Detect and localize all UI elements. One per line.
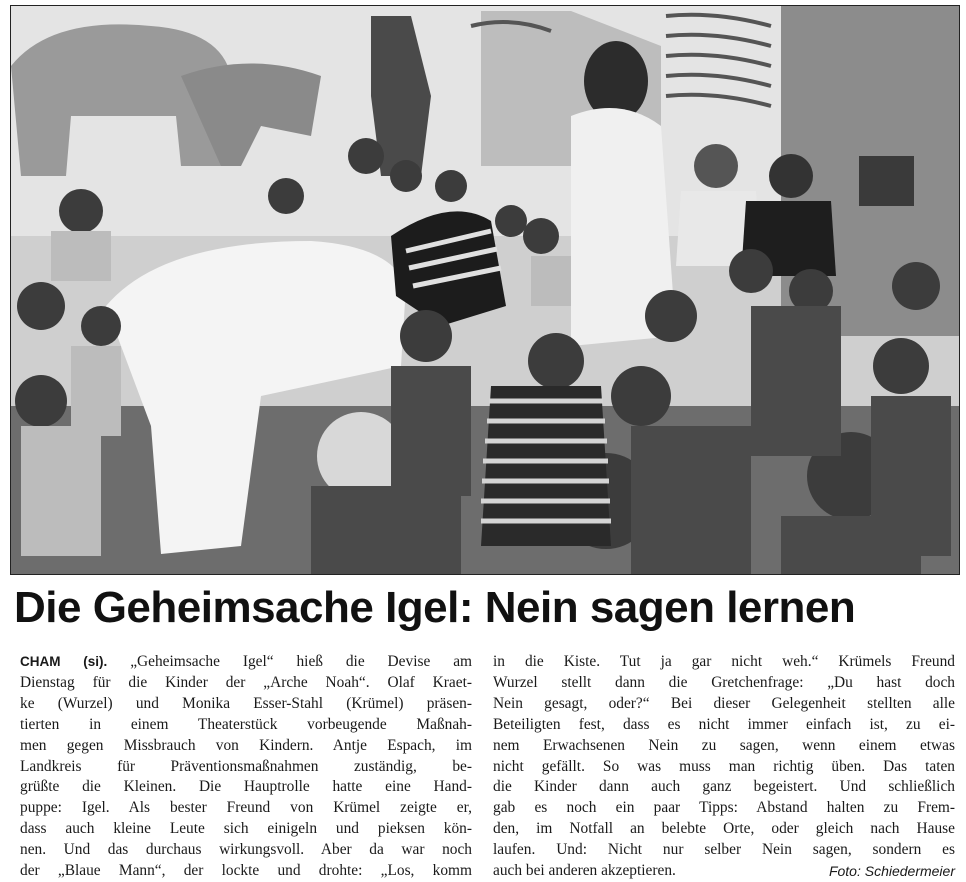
text-line: auch bei anderen akzeptieren. [493,862,676,880]
text-line: nen. Und das durchaus wirkungsvoll. Aber da war noch [20,841,472,859]
text-line: Wurzel stellt dann die Gretchenfrage: „Du hast doch [493,673,955,691]
text-line: ke (Wurzel) und Monika Esser-Stahl (Krümel) präsen- [20,694,472,712]
text-line: Landkreis für Präventionsmaßnahmen zuständig, be- [20,757,472,775]
text-line: tierten in einem Theaterstück vorbeugende Maßnah- [20,715,472,733]
text-line: nem Erwachsenen Nein zu sagen, wenn einem etwas [493,736,955,754]
text-line: laufen. Und: Nicht nur selber Nein sagen, sondern es [493,841,955,859]
text-line: die Kinder dann auch ganz begeistert. Und schließlich [493,778,955,796]
text-line: der „Blaue Mann“, der lockte und drohte: „Los, komm [20,862,472,880]
text-line: Beteiligten fest, dass es nicht immer einfach ist, zu ei- [493,715,955,733]
text-line: dass auch kleine Leute sich einigeln und pieksen kön- [20,820,472,838]
text-line: in die Kiste. Tut ja gar nicht weh.“ Krümels Freund [493,653,955,670]
text-line: CHAM (si). „Geheimsache Igel“ hieß die Devise am [20,653,472,670]
dateline: CHAM (si). [20,654,108,669]
text-line: den, im Notfall an belebte Orte, oder gleich nach Hause [493,820,955,838]
text-line: Nein gesagt, oder?“ Bei dieser Gelegenheit stellten alle [493,694,955,712]
text-line: grüßte die Kleinen. Die Hauptrolle hatte eine Hand- [20,778,472,796]
text-line: men gegen Missbrauch von Kindern. Antje Espach, im [20,736,472,754]
article-headline: Die Geheimsache Igel: Nein sagen lernen [14,583,856,632]
photo-credit: Foto: Schiedermeier [828,863,955,880]
text-line: Dienstag für die Kinder der „Arche Noah“. Olaf Kraet- [20,673,472,691]
text-line: puppe: Igel. Als bester Freund von Krümel zeigte er, [20,799,472,817]
article-photo [10,5,960,575]
text-line: nicht gefällt. So was muss man richtig üben. Das taten [493,757,955,775]
text-line: gab es noch ein paar Tipps: Abstand halten zu Frem- [493,799,955,817]
article-column-right [493,652,955,882]
article-column-left [20,652,472,882]
